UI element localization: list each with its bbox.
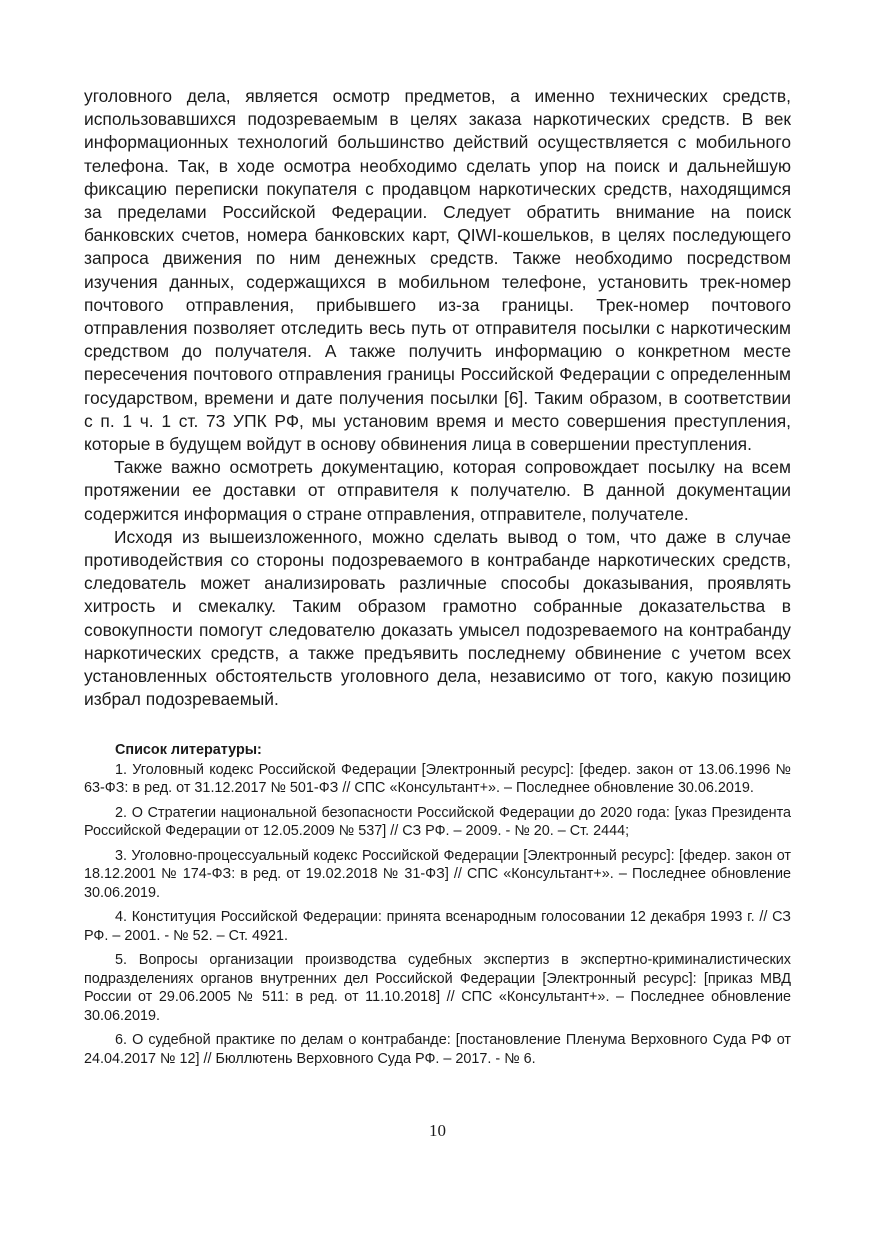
reference-item: 1. Уголовный кодекс Российской Федерации [Электронный ресурс]: [федер. закон от 13.06.1996 № 63-ФЗ: в ред. от 31.12.2017 № 501-ФЗ // СПС «Консультант+». – Последнее обновление 30.06.2019.	[84, 761, 791, 797]
reference-item: 3. Уголовно-процессуальный кодекс Российской Федерации [Электронный ресурс]: [федер. закон от 18.12.2001 № 174-ФЗ: в ред. от 19.02.2018 № 31-ФЗ] // СПС «Консультант+». – Последнее обновление 30.06.2019.	[84, 847, 791, 901]
references-list	[84, 761, 791, 1069]
main-text	[84, 85, 791, 711]
references-heading: Список литературы:	[115, 742, 262, 759]
reference-item: 4. Конституция Российской Федерации: принята всенародным голосовании 12 декабря 1993 г. // СЗ РФ. – 2001. - № 52. – Ст. 4921.	[84, 909, 791, 944]
paragraph-conclusion: Исходя из вышеизложенного, можно сделать вывод о том, что даже в случае противодействия со стороны подозреваемого в контрабанде наркотических средств, следователь может анализировать различные способы доказывания, проявлять хитрость и смекалку. Таким образом грамотно собранные доказательства в совокупности помогут следователю доказать умысел подозреваемого на контрабанду наркотических средств, а также предъявить последнему обвинение с учетом всех установленных обстоятельств уголовного дела, независимо от того, какую позицию избрал подозреваемый.	[84, 526, 791, 710]
reference-item: 6. О судебной практике по делам о контрабанде: [постановление Пленума Верховного Суда РФ от 24.04.2017 № 12] // Бюллютень Верховного Суда РФ. – 2017. - № 6.	[84, 1032, 791, 1067]
paragraph-continuation: уголовного дела, является осмотр предметов, а именно технических средств, использовавшихся подозреваемым в целях заказа наркотических средств. В век информационных технологий большинство действий осуществляется с мобильного телефона. Так, в ходе осмотра необходимо сделать упор на поиск и дальнейшую фиксацию переписки покупателя с продавцом наркотических средств, находящимся за пределами Российской Федерации. Следует обратить внимание на поиск банковских счетов, номера банковских карт, QIWI-кошельков, в целях последующего запроса движения по ним денежных средств. Также необходимо посредством изучения данных, содержащихся в мобильном телефоне, установить трек-номер почтового отправления, прибывшего из-за границы. Трек-номер почтового отправления позволяет отследить весь путь от отправителя посылки с наркотическим средством до получателя. А также получить информацию о конкретном месте пересечения почтового отправления границы Российской Федерации с определенным государством, времени и дате получения посылки [6]. Таким образом, в соответствии с п. 1 ч. 1 ст. 73 УПК РФ, мы установим время и место совершения преступления, которые в будущем войдут в основу обвинения лица в совершении преступления.	[84, 86, 791, 455]
document-page	[84, 85, 791, 1074]
references-section	[84, 741, 791, 1068]
reference-item: 2. О Стратегии национальной безопасности Российской Федерации до 2020 года: [указ Президента Российской Федерации от 12.05.2009 № 537] // СЗ РФ. – 2009. - № 20. – Ст. 2444;	[84, 804, 791, 840]
page-number: 10	[429, 1121, 446, 1140]
reference-item: 5. Вопросы организации производства судебных экспертиз в экспертно-криминалистических подразделениях органов внутренних дел Российской Федерации [Электронный ресурс]: [приказ МВД России от 29.06.2005 № 511: в ред. от 11.10.2018] // СПС «Консультант+». – Последнее обновление 30.06.2019.	[84, 952, 791, 1024]
paragraph-documentation: Также важно осмотреть документацию, которая сопровождает посылку на всем протяжении ее доставки от отправителя к получателю. В данной документации содержится информация о стране отправления, отправителе, получателе.	[84, 457, 791, 524]
